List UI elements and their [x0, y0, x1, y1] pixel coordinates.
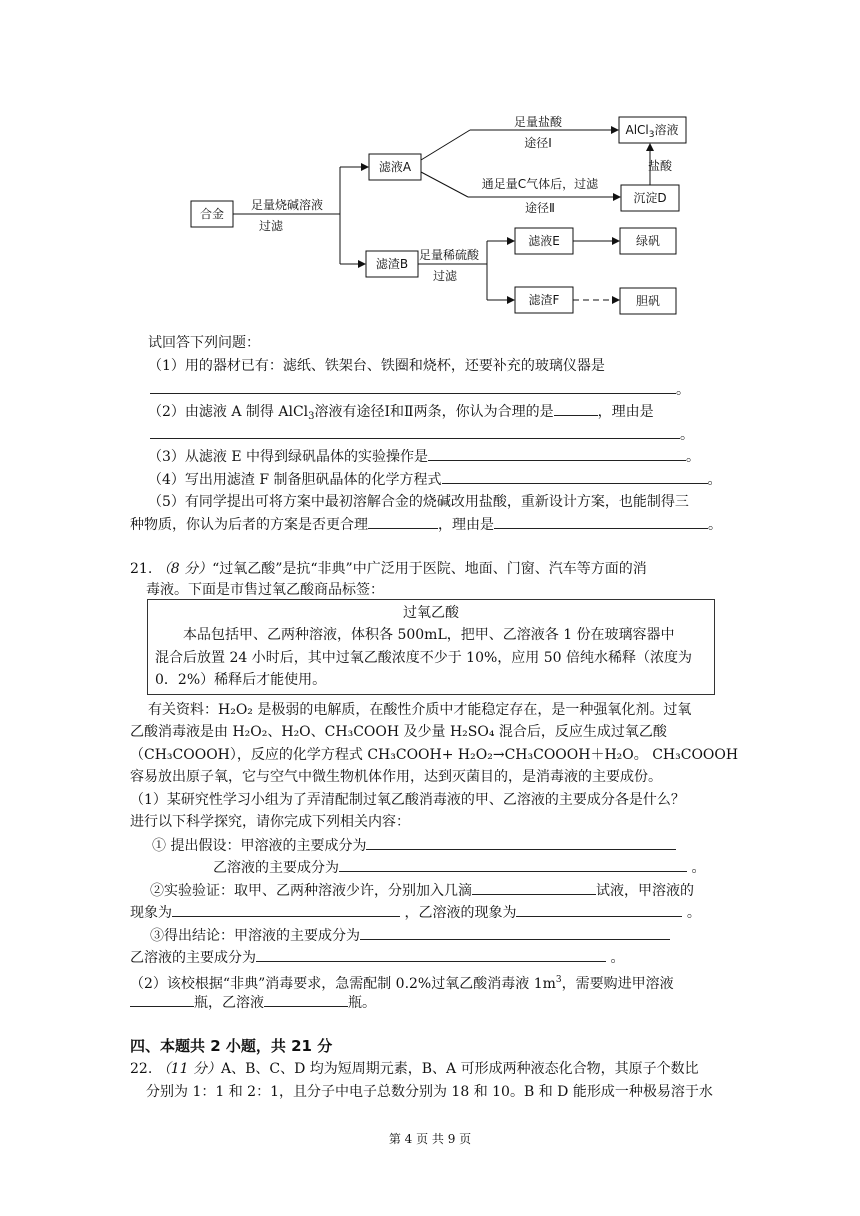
q21-text-1: “过氧乙酸”是抗“非典”中广泛用于医院、地面、门窗、汽车等方面的消 [212, 561, 647, 577]
route2-name: 途径Ⅱ [525, 201, 555, 215]
q22-line1 [130, 1059, 699, 1079]
q20-part4: （4）写出用滤渣 F 制备胆矾晶体的化学方程式 。 [148, 469, 722, 490]
route1-name: 途径Ⅰ [524, 136, 552, 150]
info-line1: 有关资料：H₂O₂ 是极弱的电解质，在酸性介质中才能稳定存在，是一种强氧化剂。过氧 [148, 702, 692, 718]
experiment-text-c: 现象为 [130, 905, 172, 921]
label-line3: 0．2%）稀释后才能使用。 [155, 672, 327, 688]
precip-d-label: 沉淀D [633, 191, 667, 205]
q20-intro: 试回答下列问题： [148, 335, 260, 351]
q20-part4-text: （4）写出用滤渣 F 制备胆矾晶体的化学方程式 [148, 472, 442, 488]
info-line2: 乙酸消毒液是由 H₂O₂、H₂O、CH₃COOH 及少量 H₂SO₄ 混合后，反应生成过氧乙酸 [130, 724, 667, 740]
answer-blank[interactable] [339, 857, 687, 872]
q20-part5-line2: 种物质，你认为后者的方案是否更合理 ，理由是 。 [130, 514, 722, 535]
q22-line2: 分别为 1：1 和 2：1，且分子中电子总数分别为 18 和 10。B 和 D 能形成一种极易溶于水 [146, 1084, 713, 1100]
conclusion-line1 [150, 925, 670, 946]
answer-blank[interactable] [366, 835, 676, 850]
answer-blank[interactable] [264, 992, 348, 1007]
blue-vitriol-label: 胆矾 [635, 294, 661, 308]
q20-part3: （3）从滤液 E 中得到绿矾晶体的实验操作是 。 [148, 446, 700, 467]
label-line2: 混合后放置 24 小时后，其中过氧乙酸浓度不少于 10%，应用 50 倍纯水稀释（浓度为 [155, 650, 692, 666]
q21-part1-line2: 进行以下科学探究，请你完成下列相关内容： [130, 814, 410, 830]
conclusion-text-b: 乙溶液的主要成分为 [130, 950, 256, 966]
green-vitriol-label: 绿矾 [635, 234, 661, 248]
q21-part2-text-c: 瓶，乙溶液 [194, 995, 264, 1011]
q21-part2-line2 [130, 992, 376, 1013]
q20-part2-text-b: 溶液有途径Ⅰ和Ⅱ两条，你认为合理的是 [314, 404, 554, 420]
answer-blank[interactable] [428, 446, 686, 461]
label-title: 过氧乙酸 [403, 605, 459, 621]
q20-part2-text-a: （2）由滤液 A 制得 AlCl [148, 404, 309, 420]
experiment-text-a: ②实验验证：取甲、乙两种溶液少许，分别加入几滴 [150, 883, 472, 899]
experiment-line1 [150, 880, 694, 901]
route1-reagent: 足量盐酸 [513, 115, 563, 129]
answer-blank[interactable] [256, 947, 606, 962]
question-number: 22. [130, 1061, 153, 1077]
route2-reagent: 通足量C气体后，过滤 [481, 177, 599, 191]
q20-part2-answer-line: 。 [150, 424, 694, 445]
q21-line2: 毒液。下面是市售过氧乙酸商品标签： [146, 582, 384, 598]
conclusion-text-a: ③得出结论：甲溶液的主要成分为 [150, 928, 360, 944]
q20-part2-text-c: ，理由是 [597, 404, 654, 420]
answer-blank[interactable] [172, 902, 400, 917]
residue-b-label: 滤渣B [375, 257, 409, 271]
info-line4: 容易放出原子氧，它与空气中微生物机体作用，达到灭菌目的，是消毒液的主要成份。 [130, 769, 662, 785]
hypothesis-line1 [152, 835, 676, 856]
answer-blank[interactable] [472, 880, 596, 895]
alcl3-label: AlCl$_3$溶液 [625, 123, 679, 140]
answer-blank[interactable] [442, 469, 708, 484]
q20-part1 [148, 356, 605, 376]
hypothesis-text-a: ① 提出假设：甲溶液的主要成分为 [152, 838, 367, 854]
answer-blank[interactable] [516, 902, 682, 917]
step2-reagent: 足量稀硫酸 [418, 248, 480, 262]
filtrate-e-label: 滤液E [528, 234, 560, 248]
superscript-3: 3 [555, 975, 562, 985]
experiment-line2: 现象为 ，乙溶液的现象为 。 [130, 902, 701, 923]
info-line3: （CH₃COOOH），反应的化学方程式 CH₃COOH+ H₂O₂→CH₃COOOH＋H₂O。 CH₃COOOH [130, 747, 739, 763]
answer-blank[interactable] [150, 424, 680, 439]
q21-line1 [130, 559, 647, 579]
q21-part2-text-d: 瓶。 [348, 995, 376, 1011]
q22-text-1: A、B、C、D 均为短周期元素，B、A 可形成两种液态化合物，其原子个数比 [220, 1061, 699, 1077]
answer-blank[interactable] [150, 379, 676, 394]
flowchart [0, 0, 860, 330]
conclusion-line2: 乙溶液的主要成分为 。 [130, 947, 624, 968]
page-footer: 第 4 页 共 9 页 [388, 1132, 472, 1146]
answer-blank[interactable] [494, 514, 708, 529]
question-number: 21. [130, 561, 153, 577]
residue-f-label: 滤渣F [528, 293, 560, 307]
hypothesis-line2: 乙溶液的主要成分为 。 [213, 857, 705, 878]
step2-operation: 过滤 [432, 269, 458, 283]
q20-part1-answer-line: 。 [150, 379, 690, 400]
answer-blank[interactable] [130, 992, 194, 1007]
section-heading: 四、本题共 2 小题，共 21 分 [130, 1037, 333, 1055]
hypothesis-text-b: 乙溶液的主要成分为 [213, 860, 339, 876]
label-line1: 本品包括甲、乙两种溶液，体积各 500mL，把甲、乙溶液各 1 份在玻璃容器中 [183, 627, 675, 643]
question-score: （11 分） [156, 1061, 221, 1077]
q20-part5-line1: （5）有同学提出可将方案中最初溶解合金的烧碱改用盐酸，重新设计方案，也能制得三 [148, 494, 689, 510]
answer-blank[interactable] [554, 401, 598, 416]
answer-blank[interactable] [368, 514, 438, 529]
q20-part3-text: （3）从滤液 E 中得到绿矾晶体的实验操作是 [148, 449, 429, 465]
experiment-text-d: ，乙溶液的现象为 [404, 905, 517, 921]
q20-part1-text: （1）用的器材已有：滤纸、铁架台、铁圈和烧杯，还要补充的玻璃仪器是 [148, 358, 605, 374]
q21-part2-text-a: （2）该校根据“非典”消毒要求，急需配制 0.2%过氧乙酸消毒液 1m [130, 976, 556, 992]
answer-blank[interactable] [360, 925, 670, 940]
q21-part2-line1 [130, 970, 674, 994]
alloy-label: 合金 [199, 207, 225, 221]
q20-part5-text-b: ，理由是 [438, 517, 494, 533]
filtrate-a-label: 滤液A [378, 160, 412, 174]
experiment-text-b: 试液，甲溶液的 [596, 883, 694, 899]
step1-reagent: 足量烧碱溶液 [250, 198, 324, 212]
q20-part5-text-a: 种物质，你认为后者的方案是否更合理 [130, 517, 368, 533]
hcl-label: 盐酸 [647, 159, 673, 173]
step1-operation: 过滤 [258, 219, 284, 233]
question-score: （8 分） [156, 561, 213, 577]
q21-part2-text-b: ，需要购进甲溶液 [561, 976, 674, 992]
q20-part2: （2）由滤液 A 制得 AlCl$_3$溶液有途径Ⅰ和Ⅱ两条，你认为合理的是 ，理由是 [148, 401, 654, 427]
q21-part1-line1: （1）某研究性学习小组为了弄清配制过氧乙酸消毒液的甲、乙溶液的主要成分各是什么？ [130, 792, 685, 808]
